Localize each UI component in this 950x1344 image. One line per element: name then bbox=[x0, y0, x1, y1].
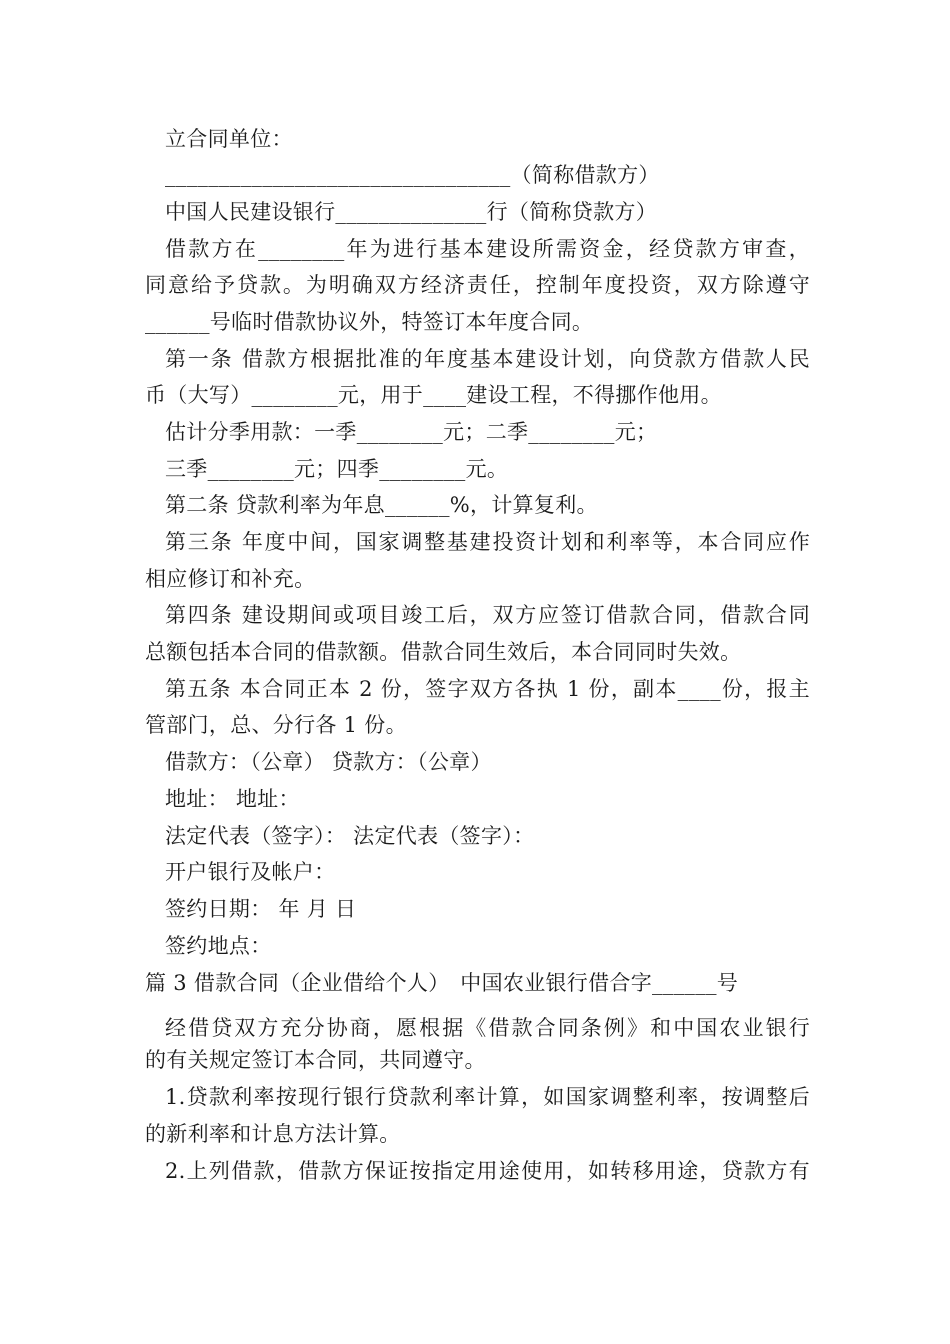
signing-place-line: 签约地点： bbox=[165, 934, 272, 958]
article-1-line: 第一条 借款方根据批准的年度基本建设计划，向贷款方借款人民 bbox=[165, 347, 810, 371]
paragraph-line: ______号临时借款协议外，特签订本年度合同。 bbox=[145, 310, 594, 334]
article-3-line: 相应修订和补充。 bbox=[145, 567, 316, 591]
contract-party-heading: 立合同单位： bbox=[165, 127, 293, 151]
article-2-line: 第二条 贷款利率为年息______%，计算复利。 bbox=[165, 493, 598, 517]
paragraph-line: 同意给予贷款。为明确双方经济责任，控制年度投资，双方除遵守 bbox=[145, 273, 810, 297]
section-3-paragraph-line: 经借贷双方充分协商，愿根据《借款合同条例》和中国农业银行 bbox=[165, 1016, 810, 1040]
article-4-line: 第四条 建设期间或项目竣工后，双方应签订借款合同，借款合同 bbox=[165, 603, 810, 627]
clause-1-line: 1.贷款利率按现行银行贷款利率计算，如国家调整利率，按调整后 bbox=[165, 1085, 810, 1109]
lender-name-line: 中国人民建设银行______________行（简称贷款方） bbox=[165, 200, 657, 224]
clause-2-line: 2.上列借款，借款方保证按指定用途使用，如转移用途，贷款方有 bbox=[165, 1159, 810, 1183]
bank-account-line: 开户银行及帐户： bbox=[165, 860, 336, 884]
article-5-line: 第五条 本合同正本 2 份，签字双方各执 1 份，副本____份，报主 bbox=[165, 677, 810, 701]
signature-seal-line: 借款方：（公章） 贷款方：（公章） bbox=[165, 750, 492, 774]
article-3-line: 第三条 年度中间，国家调整基建投资计划和利率等，本合同应作 bbox=[165, 530, 810, 554]
quarterly-estimate-line: 估计分季用款：一季________元；二季________元； bbox=[165, 420, 658, 444]
address-line: 地址： 地址： bbox=[165, 787, 300, 811]
article-5-line: 管部门，总、分行各 1 份。 bbox=[145, 713, 407, 737]
article-1-line: 币（大写）________元，用于____建设工程，不得挪作他用。 bbox=[145, 383, 722, 407]
section-3-paragraph-line: 的有关规定签订本合同，共同遵守。 bbox=[145, 1048, 486, 1072]
clause-1-line: 的新利率和计息方法计算。 bbox=[145, 1122, 401, 1146]
paragraph-line: 借款方在________年为进行基本建设所需资金，经贷款方审查， bbox=[165, 237, 810, 261]
section-3-heading: 篇 3 借款合同（企业借给个人） 中国农业银行借合字______号 bbox=[145, 971, 739, 995]
quarterly-estimate-line: 三季________元；四季________元。 bbox=[165, 457, 509, 481]
borrower-name-line: ________________________________（简称借款方） bbox=[165, 163, 660, 187]
article-4-line: 总额包括本合同的借款额。借款合同生效后，本合同同时失效。 bbox=[145, 640, 742, 664]
legal-representative-line: 法定代表（签字）： 法定代表（签字）： bbox=[165, 824, 535, 848]
signing-date-line: 签约日期： 年 月 日 bbox=[165, 897, 357, 921]
